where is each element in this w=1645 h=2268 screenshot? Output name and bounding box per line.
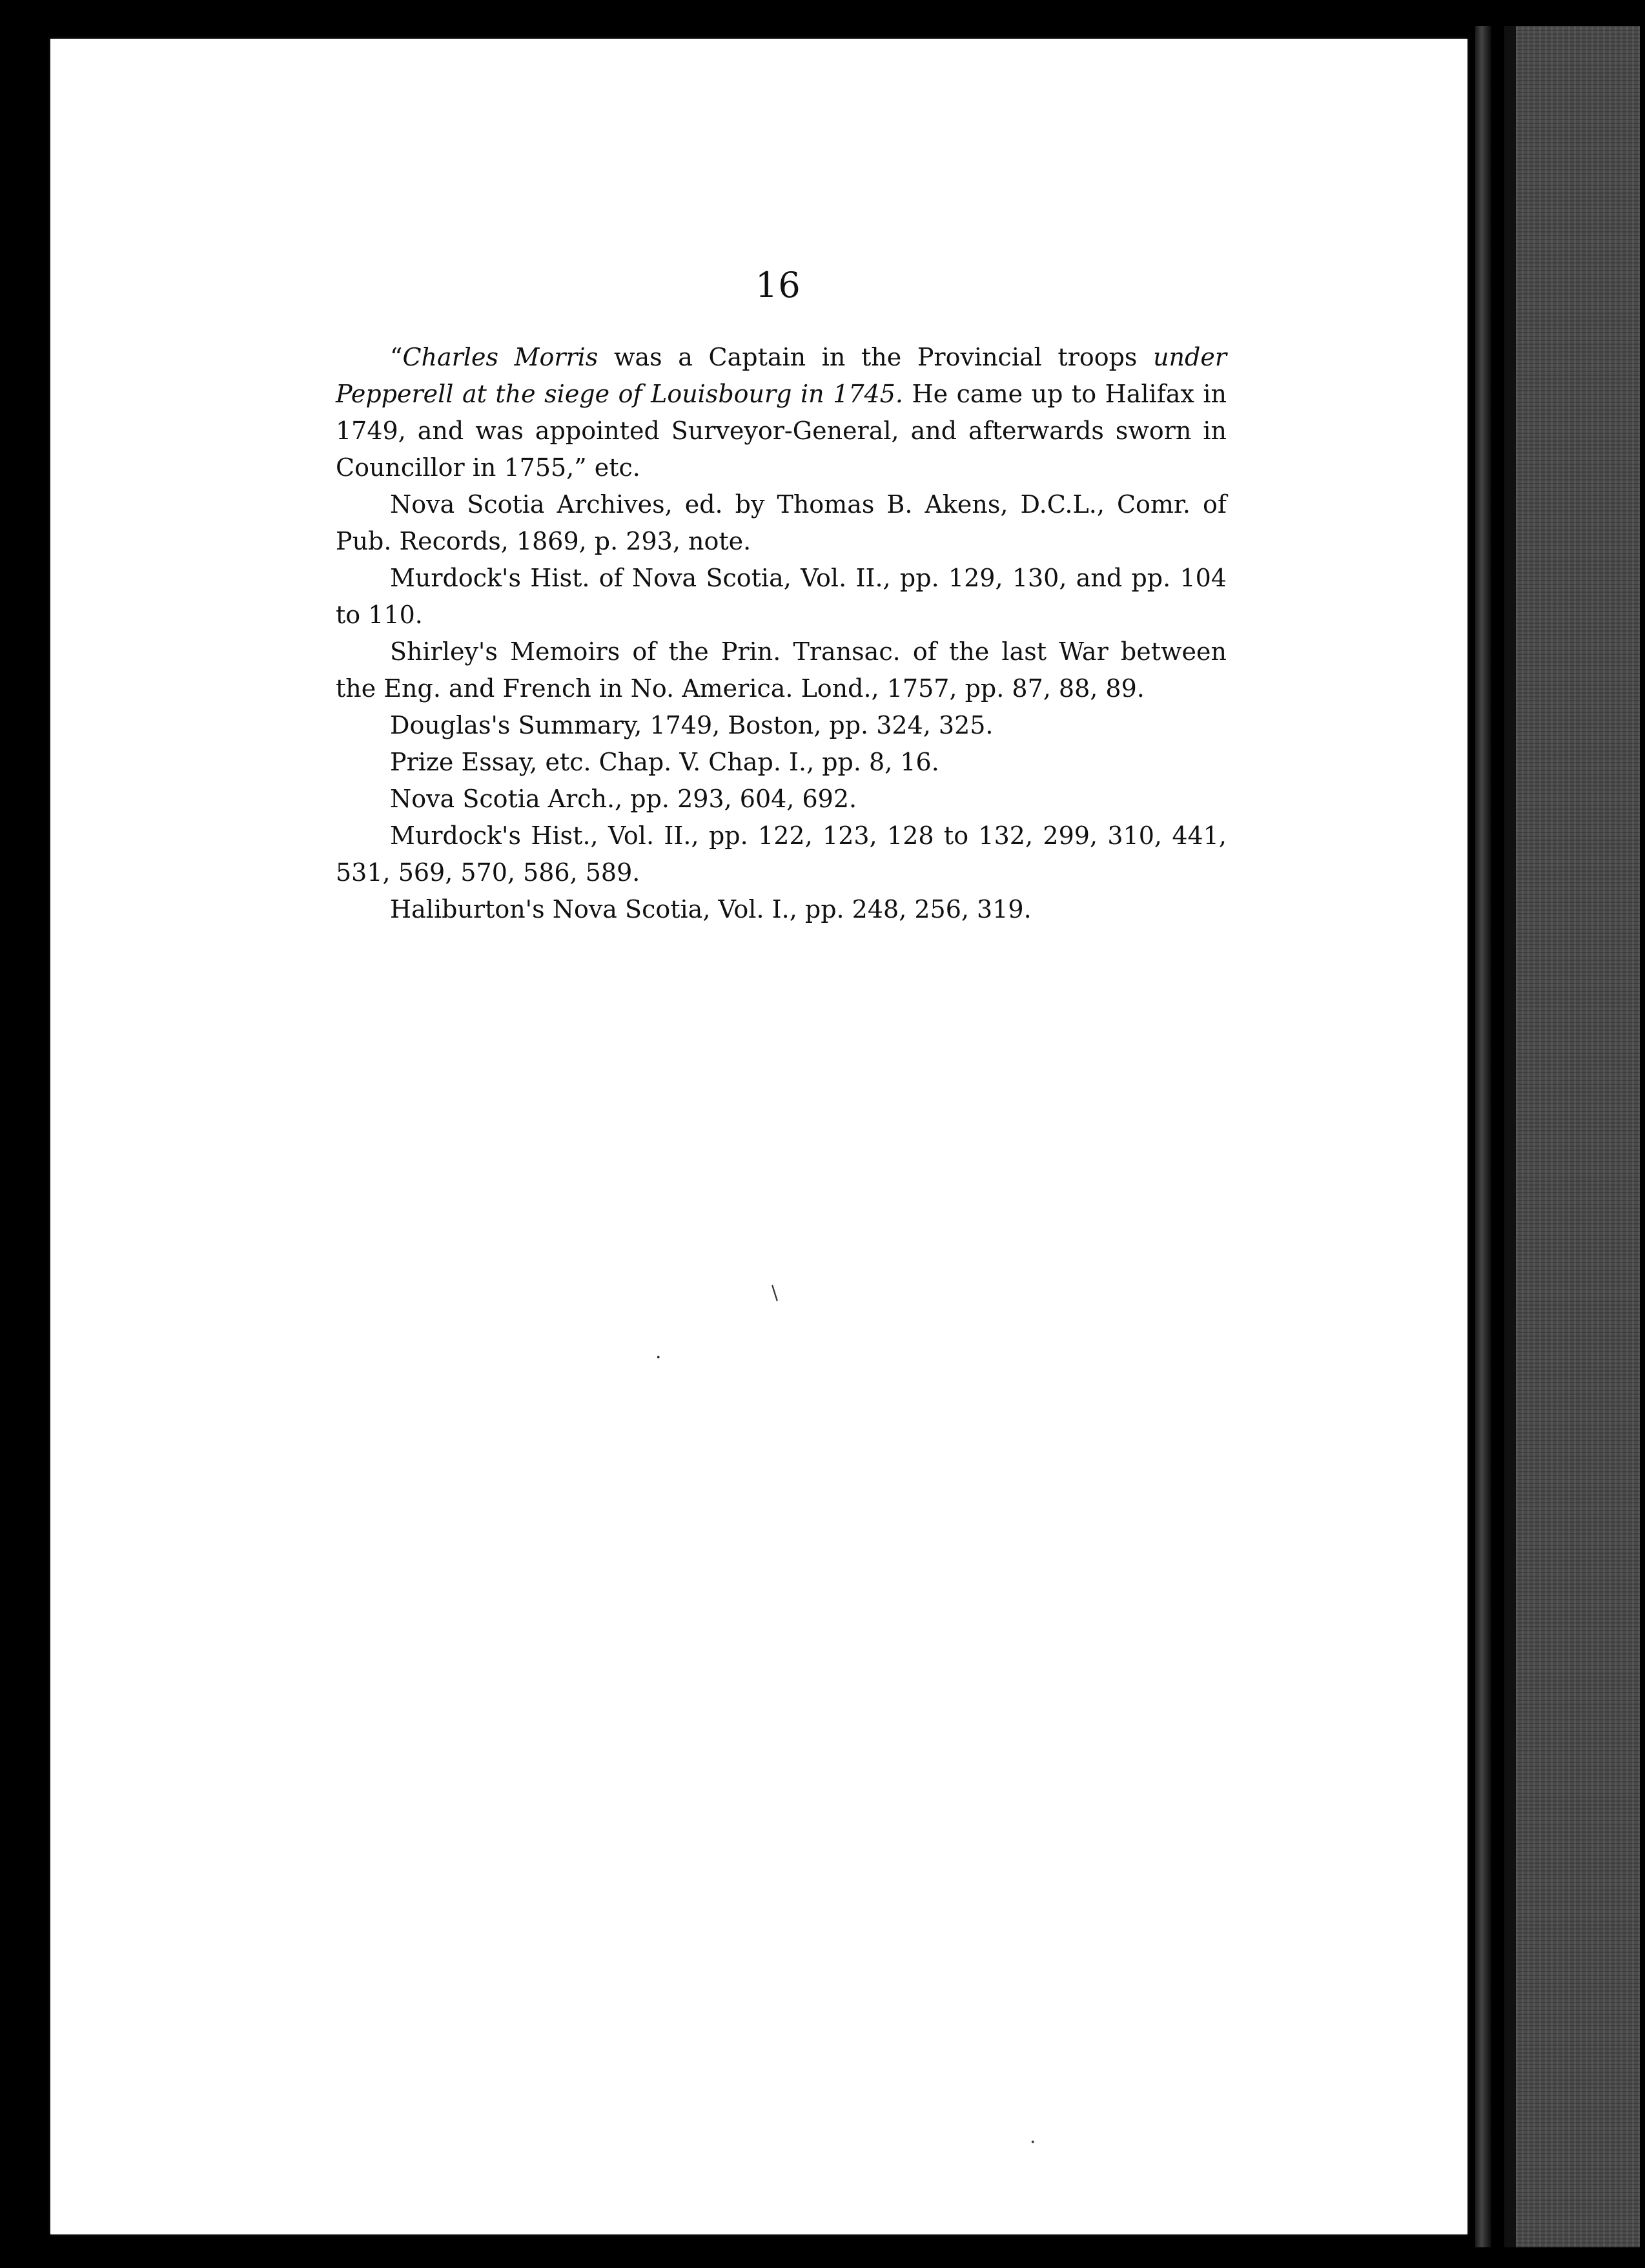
page-number: 16 [755, 265, 801, 305]
text-body [336, 339, 1227, 928]
quote-text-part-1: was a Captain in the Provincial troops [598, 343, 1154, 371]
quote-paragraph [336, 339, 1227, 486]
quote-open-mark: “ [390, 343, 403, 371]
reference-item: Prize Essay, etc. Chap. V. Chap. I., pp. 8, 16. [390, 748, 939, 776]
reference-item: Nova Scotia Arch., pp. 293, 604, 692. [390, 785, 857, 813]
quote-italic-phrase: under Pepperell at the siege of Louisbourg in 1745. [336, 343, 1227, 408]
reference-item: Nova Scotia Archives, ed. by Thomas B. Akens, D.C.L., Comr. of Pub. Records, 1869, p. 293, note. [336, 490, 1227, 555]
book-cover [1504, 26, 1640, 2247]
reference-item: Douglas's Summary, 1749, Boston, pp. 324, 325. [390, 711, 994, 739]
page-edge [1475, 26, 1491, 2247]
reference-item: Murdock's Hist., Vol. II., pp. 122, 123, 128 to 132, 299, 310, 441, 531, 569, 570, 586, 589. [336, 821, 1227, 887]
stray-ink-dot: · [1030, 2131, 1036, 2154]
quote-text-part-2: He came up to Halifax in 1749, and was appointed Surveyor-General, and afterwards sworn in Councillor in 1755,” etc. [336, 380, 1227, 482]
reference-item: Shirley's Memoirs of the Prin. Transac. of the last War between the Eng. and French in No. America. Lond., 1757, pp. 87, 88, 89. [336, 637, 1227, 703]
reference-item: Haliburton's Nova Scotia, Vol. I., pp. 248, 256, 319. [390, 895, 1032, 923]
reference-item: Murdock's Hist. of Nova Scotia, Vol. II., pp. 129, 130, and pp. 104 to 110. [336, 564, 1227, 629]
stray-ink-mark: / [765, 1282, 784, 1304]
quote-name: Charles Morris [402, 343, 598, 371]
stray-ink-dot: · [655, 1346, 662, 1369]
